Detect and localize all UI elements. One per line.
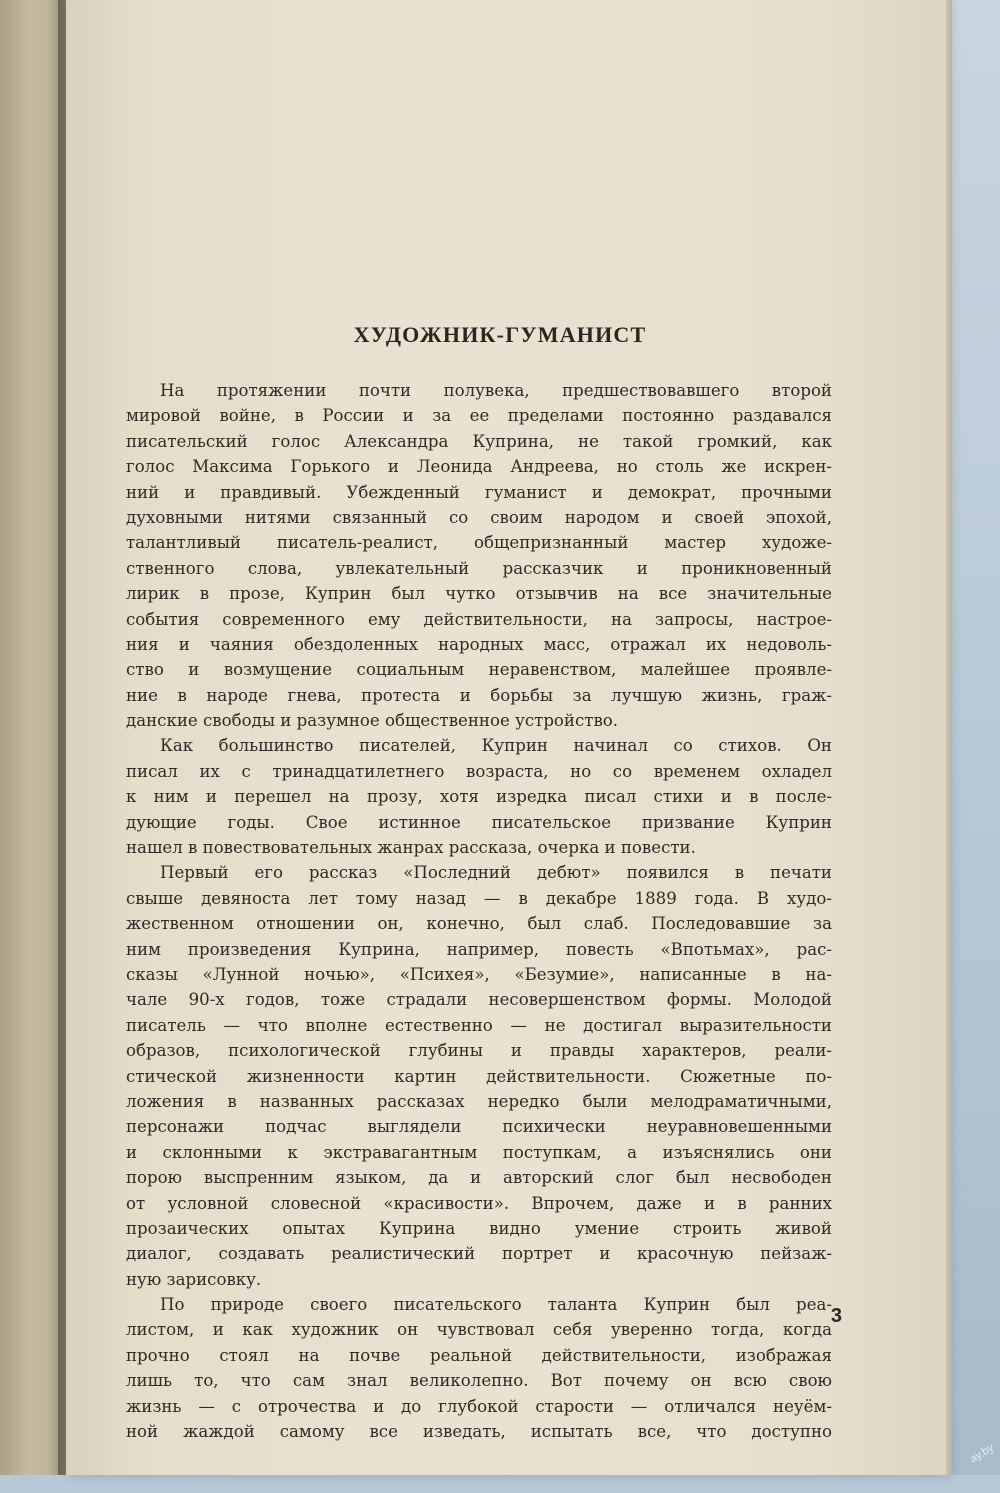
text-line: лишь то, что сам знал великолепно. Вот почему он всю свою (126, 1371, 832, 1391)
text-line: листом, и как художник он чувствовал себя уверенно тогда, когда (126, 1320, 832, 1340)
text-line: голос Максима Горького и Леонида Андреева, но столь же искрен- (126, 457, 832, 477)
text-line: свыше девяноста лет тому назад — в декабре 1889 года. В худо- (126, 888, 832, 908)
text-line: прозаических опытах Куприна видно умение строить живой (126, 1218, 832, 1238)
text-line: ний и правдивый. Убежденный гуманист и демократ, прочными (126, 482, 832, 502)
text-line: лирик в прозе, Куприн был чутко отзывчив на все значительные (126, 584, 832, 604)
text-line: писал их с тринадцатилетнего возраста, но со временем охладел (126, 761, 832, 781)
paragraph (126, 860, 832, 1292)
page-number: 3 (830, 1305, 842, 1327)
paragraph (126, 733, 832, 860)
body-text (126, 378, 832, 1444)
text-line: порою выспренним языком, да и авторский слог был несвободен (126, 1168, 832, 1188)
text-line: талантливый писатель-реалист, общепризнанный мастер художе- (126, 533, 832, 553)
text-line: ной жаждой самому все изведать, испытать все, что доступно (126, 1422, 832, 1442)
text-line: Как большинство писателей, Куприн начинал со стихов. Он (160, 736, 832, 756)
text-line: ложения в названных рассказах нередко были мелодраматичными, (126, 1091, 832, 1111)
text-line: По природе своего писательского таланта Куприн был реа- (160, 1295, 832, 1315)
text-line: образов, психологической глубины и правды характеров, реали- (126, 1041, 832, 1061)
text-line: ния и чаяния обездоленных народных масс, отражал их недоволь- (126, 634, 832, 654)
text-line: духовными нитями связанный со своим народом и своей эпохой, (126, 507, 832, 527)
text-line: ним произведения Куприна, например, повесть «Впотьмах», рас- (126, 939, 832, 959)
text-line: писательский голос Александра Куприна, не такой громкий, как (126, 431, 832, 451)
text-line: к ним и перешел на прозу, хотя изредка писал стихи и в после- (126, 787, 832, 807)
watermark: ay.by (968, 1441, 996, 1466)
text-line: ственного слова, увлекательный рассказчик и проникновенный (126, 558, 832, 578)
book-spine (0, 0, 66, 1475)
text-line: диалог, создавать реалистический портрет и красочную пейзаж- (126, 1244, 832, 1264)
text-line: ние в народе гнева, протеста и борьбы за лучшую жизнь, граж- (126, 685, 832, 705)
text-line: мировой войне, в России и за ее пределами постоянно раздавался (126, 406, 832, 426)
text-line: ство и возмущение социальным неравенством, малейшее проявле- (126, 660, 832, 680)
text-line: нашел в повествовательных жанрах рассказа, очерка и повести. (126, 838, 696, 858)
text-line: Первый его рассказ «Последний дебют» появился в печати (160, 863, 832, 883)
text-line: сказы «Лунной ночью», «Психея», «Безумие», написанные в на- (126, 964, 832, 984)
text-line: чале 90-х годов, тоже страдали несовершенством формы. Молодой (126, 990, 832, 1010)
text-line: стической жизненности картин действительности. Сюжетные по- (126, 1066, 832, 1086)
paragraph (126, 378, 832, 733)
text-line: от условной словесной «красивости». Впрочем, даже и в ранних (126, 1193, 832, 1213)
page-edge (946, 0, 952, 1475)
text-line: данские свободы и разумное общественное устройство. (126, 711, 619, 731)
text-line: и склонными к экстравагантным поступкам, а изъяснялись они (126, 1142, 832, 1162)
text-line: персонажи подчас выглядели психически неуравновешенными (126, 1117, 832, 1137)
text-line: дующие годы. Свое истинное писательское призвание Куприн (126, 812, 832, 832)
text-line: ную зарисовку. (126, 1269, 262, 1289)
chapter-title: ХУДОЖНИК-ГУМАНИСТ (353, 322, 647, 347)
text-line: прочно стоял на почве реальной действительности, изображая (126, 1345, 832, 1365)
text-line: жественном отношении он, конечно, был слаб. Последовавшие за (126, 914, 832, 934)
text-line: события современного ему действительности, на запросы, настрое- (126, 609, 832, 629)
text-line: На протяжении почти полувека, предшествовавшего второй (160, 381, 832, 400)
paragraph (126, 1292, 832, 1444)
text-line: писатель — что вполне естественно — не достигал выразительности (126, 1015, 832, 1035)
text-line: жизнь — с отрочества и до глубокой старости — отличался неуём- (126, 1396, 832, 1416)
